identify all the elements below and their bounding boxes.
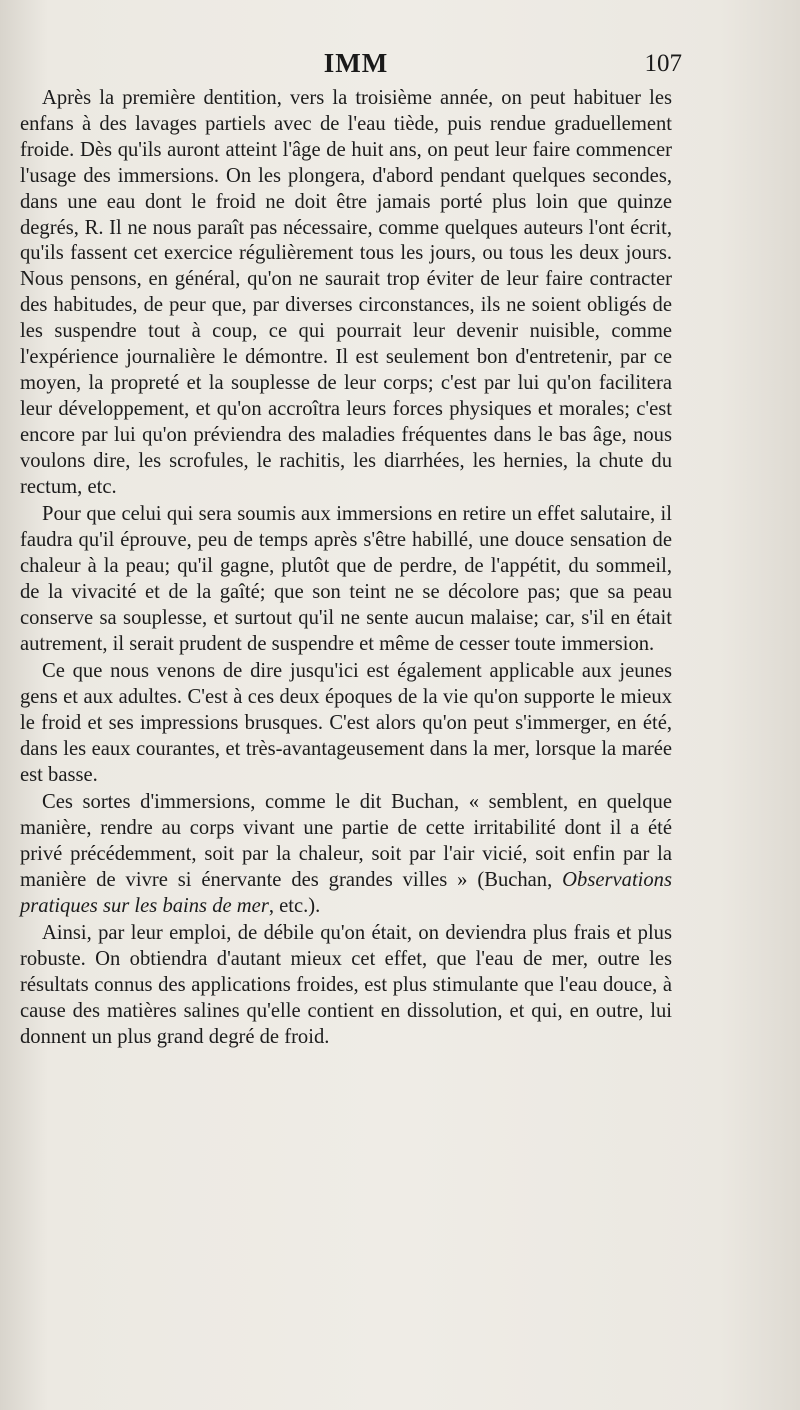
- quote-text: Ces sortes d'immersions, comme le dit Buchan, « semblent, en quelque manière, rendre au corps vivant une partie de cette irritabilité dont il a été privé précédemment, soit par la chaleur, soit par l'air vicié, soit enfin par la manière de vivre si énervante des grandes villes » (Buchan,: [20, 790, 672, 891]
- paragraph-dentition: Après la première dentition, vers la troisième année, on peut habituer les enfans à des lavages partiels avec de l'eau tiède, puis rendue graduellement froide. Dès qu'ils auront atteint l'âge de huit ans, on peut leur faire commencer l'usage des immersions. On les plongera, d'abord pendant quelques secondes, dans une eau dont le froid ne doit être jamais porté plus loin que quinze degrés, R. Il ne nous paraît pas nécessaire, comme quelques auteurs l'ont écrit, qu'ils fassent cet exercice régulièrement tous les jours, ou tous les deux jours. Nous pensons, en général, qu'on ne saurait trop éviter de leur faire contracter des habitudes, de peur que, par diverses circonstances, ils ne soient obligés de les suspendre tout à coup, ce qui pourrait leur devenir nuisible, comme l'expérience journalière le démontre. Il est seulement bon d'entretenir, par ce moyen, la propreté et la souplesse de leur corps; c'est par lui qu'on facilitera leur développement, et qu'on accroîtra leurs forces physiques et morales; c'est encore par lui qu'on préviendra des maladies fréquentes dans le bas âge, nous voulons dire, les scrofules, le rachitis, les diarrhées, les hernies, la chute du rectum, etc.: [20, 87, 672, 498]
- body-text: [20, 86, 672, 1052]
- running-head: IMM: [323, 48, 389, 78]
- book-title: Observations pratiques sur les bains de mer: [20, 868, 672, 917]
- paragraph-sea-water: Ainsi, par leur emploi, de débile qu'on était, on deviendra plus frais et plus robuste. On obtiendra d'autant mieux cet effet, que l'eau de mer, outre les résultats connus des applications froides, est plus stimulante que l'eau douce, à cause des matières salines qu'elle contient en dissolution, et qui, en outre, lui donnent un plus grand degré de froid.: [20, 922, 672, 1048]
- page-number: 107: [644, 50, 682, 77]
- quote-end: , etc.).: [268, 894, 321, 917]
- paragraph-buchan-quote: [20, 790, 672, 920]
- paragraph-young-adults: Ce que nous venons de dire jusqu'ici est également applicable aux jeunes gens et aux adultes. C'est à ces deux époques de la vie qu'on supporte le mieux le froid et ses impressions brusques. C'est alors qu'on peut s'immerger, en été, dans les eaux courantes, et très-avantageusement dans la mer, lorsque la marée est basse.: [20, 659, 672, 786]
- page-header: [30, 48, 682, 88]
- paragraph-salutary-effect: Pour que celui qui sera soumis aux immersions en retire un effet salutaire, il faudra qu'il éprouve, peu de temps après s'être habillé, une douce sensation de chaleur à la peau; qu'il gagne, plutôt que de perdre, de l'appétit, du sommeil, de la vivacité et de la gaîté; que son teint ne se décolore pas; que sa peau conserve sa souplesse, et surtout qu'il ne sente aucun malaise; car, s'il en était autrement, il serait prudent de suspendre et même de cesser toute immersion.: [20, 503, 672, 655]
